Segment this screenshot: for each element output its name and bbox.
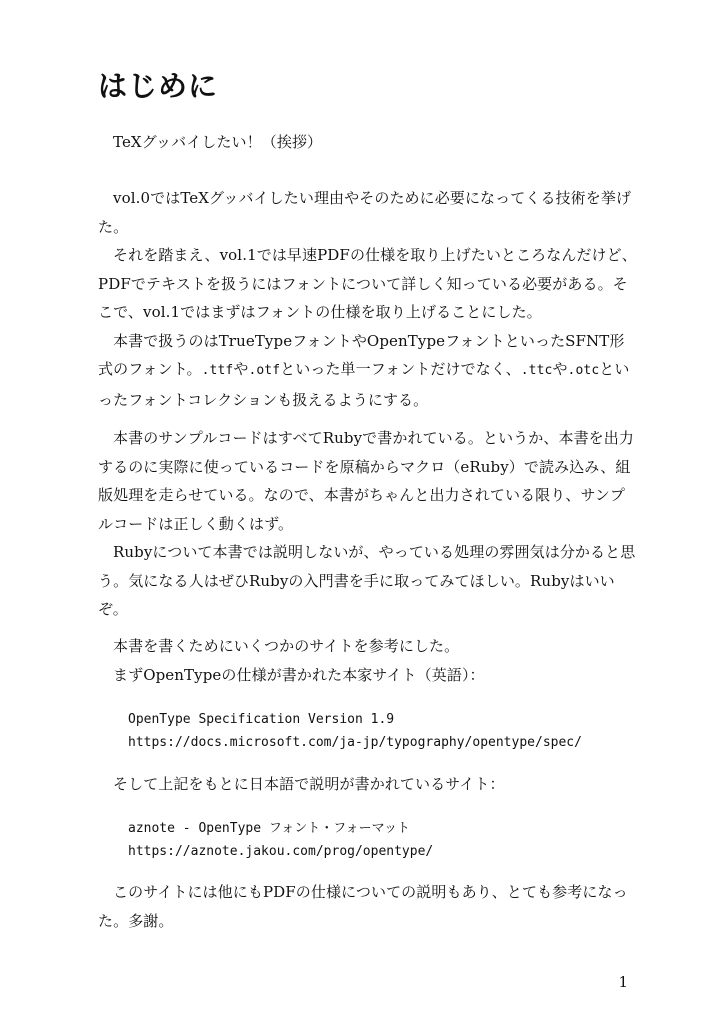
intro-section xyxy=(98,184,638,414)
sfnt-text-b: や xyxy=(233,360,249,378)
page-number: 1 xyxy=(618,973,628,991)
ext-otc: .otc xyxy=(567,363,600,378)
greeting-section xyxy=(98,128,638,157)
sfnt-text-e: といったフォントコレクションも扱えるようにする。 xyxy=(98,360,630,409)
sample-code-section xyxy=(98,424,638,624)
ext-ttf: .ttf xyxy=(201,363,234,378)
ext-ttc: .ttc xyxy=(520,363,553,378)
ext-otf: .otf xyxy=(248,363,281,378)
sfnt-text-a: 本書で扱うのはTrueTypeフォントやOpenTypeフォントといったSFNT形式のフォント。 xyxy=(98,331,625,378)
aznote-reference-url[interactable]: https://aznote.jakou.com/prog/opentype/ xyxy=(128,844,434,859)
vol1-paragraph: それを踏まえ、vol.1では早速PDFの仕様を取り上げたいところなんだけど、PDFでテキストを扱うにはフォントについて詳しく知っている必要がある。そこで、vol.1ではまずはフォントの仕様を取り上げることにした。 xyxy=(98,246,637,321)
sample-code-paragraph: 本書のサンプルコードはすべてRubyで書かれている。というか、本書を出力するのに実際に使っているコードを原稿からマクロ（eRuby）で読み込み、組版処理を走らせている。なので、本書がちゃんと出力されている限り、サンプルコードは正しく動くはず。 xyxy=(98,429,634,533)
ruby-paragraph: Rubyについて本書では説明しないが、やっている処理の雰囲気は分かると思う。気になる人はぜひRubyの入門書を手に取ってみてほしい。Rubyはいいぞ。 xyxy=(98,543,636,618)
aznote-intro-paragraph: そして上記をもとに日本語で説明が書かれているサイト： xyxy=(113,775,505,793)
aznote-reference-name: aznote - OpenType フォント・フォーマット xyxy=(128,821,411,836)
thanks-paragraph: このサイトには他にもPDFの仕様についての説明もあり、とても参考になった。多謝。 xyxy=(98,883,628,930)
greeting-paragraph: TeXグッバイしたい！（挨拶） xyxy=(113,133,323,151)
vol0-paragraph: vol.0ではTeXグッバイしたい理由やそのために必要になってくる技術を挙げた。 xyxy=(98,189,632,236)
thanks-section xyxy=(98,878,638,935)
opentype-reference-name: OpenType Specification Version 1.9 xyxy=(128,712,395,727)
sfnt-text-d: や xyxy=(552,360,568,378)
sfnt-text-c: といった単一フォントだけでなく、 xyxy=(280,360,521,378)
opentype-reference-url[interactable]: https://docs.microsoft.com/ja-jp/typography/opentype/spec/ xyxy=(128,735,582,750)
aznote-reference xyxy=(128,817,628,863)
opentype-intro-paragraph: まずOpenTypeの仕様が書かれた本家サイト（英語）： xyxy=(113,665,485,684)
aznote-intro-section xyxy=(98,770,638,799)
reference-section xyxy=(98,632,638,689)
opentype-reference xyxy=(128,708,628,754)
chapter-title: はじめに xyxy=(98,69,219,103)
sfnt-paragraph xyxy=(98,327,638,415)
reference-intro-paragraph: 本書を書くためにいくつかのサイトを参考にした。 xyxy=(113,637,460,655)
